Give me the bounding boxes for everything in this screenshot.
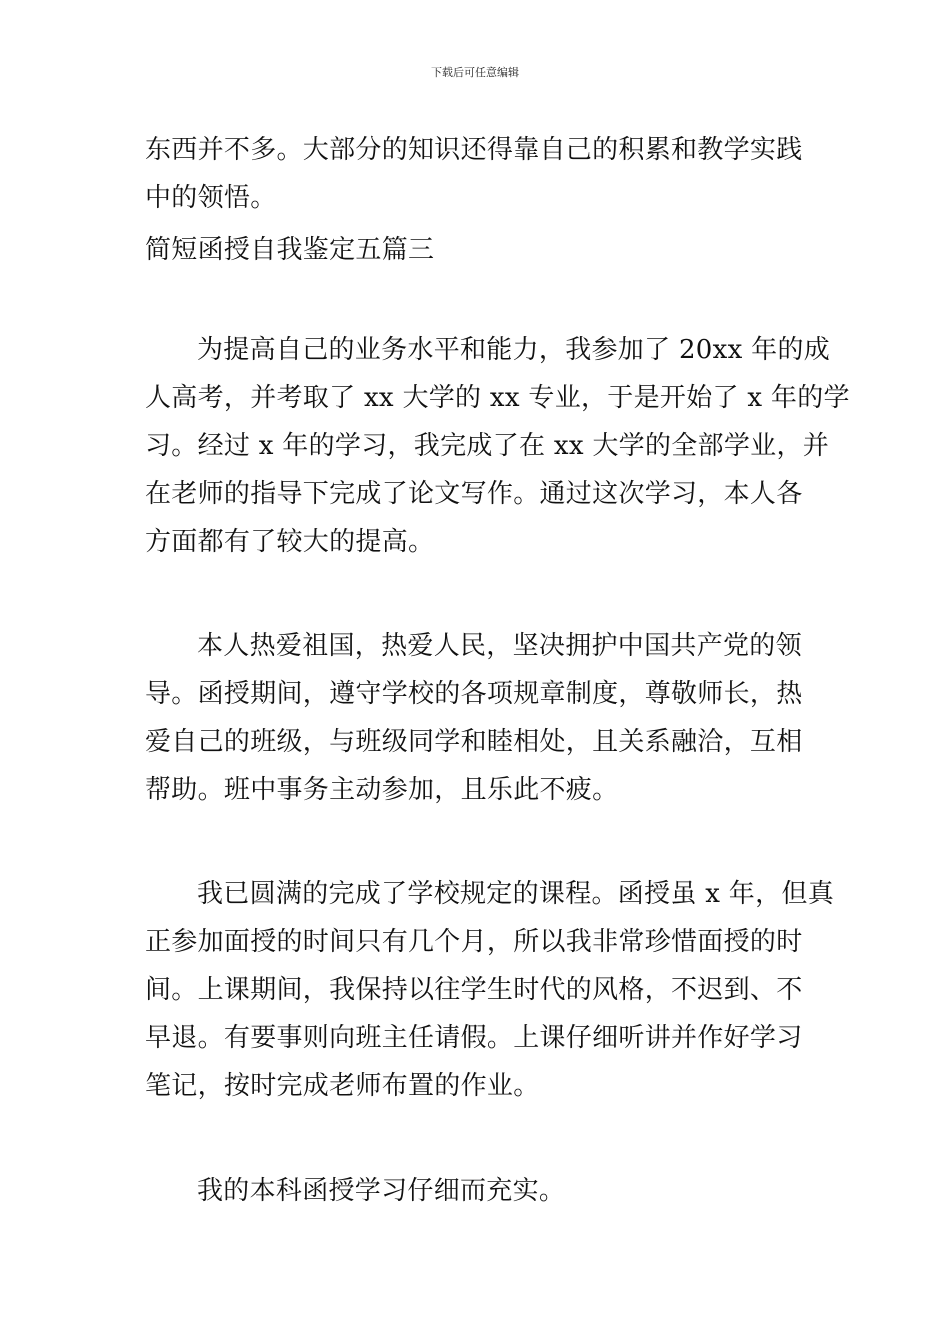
- text-line: 导。函授期间，遵守学校的各项规章制度，尊敬师长，热: [145, 679, 803, 709]
- text-line: 为提高自己的业务水平和能力，我参加了 20xx 年的成: [197, 335, 831, 365]
- text-line: 我的本科函授学习仔细而充实。: [197, 1176, 566, 1206]
- text-line: 爱自己的班级，与班级同学和睦相处，且关系融洽，互相: [145, 727, 803, 757]
- section-title-text: 简短函授自我鉴定五篇三: [145, 235, 435, 265]
- text-line: 人高考，并考取了 xx 大学的 xx 专业，于是开始了 x 年的学: [145, 383, 850, 413]
- text-line: 方面都有了较大的提高。: [145, 527, 435, 557]
- paragraph-2: [145, 622, 810, 814]
- text-line: 在老师的指导下完成了论文写作。通过这次学习，本人各: [145, 479, 803, 509]
- text-line: 我已圆满的完成了学校规定的课程。函授虽 x 年，但真: [197, 879, 834, 909]
- text-line: 早退。有要事则向班主任请假。上课仔细听讲并作好学习: [145, 1023, 803, 1053]
- text-line: 东西并不多。大部分的知识还得靠自己的积累和教学实践: [145, 135, 803, 165]
- text-line: 笔记，按时完成老师布置的作业。: [145, 1071, 540, 1101]
- text-line: 帮助。班中事务主动参加，且乐此不疲。: [145, 775, 619, 805]
- paragraph-4: [145, 1167, 810, 1215]
- text-line: 中的领悟。: [145, 183, 277, 213]
- text-line: 本人热爱祖国，热爱人民，坚决拥护中国共产党的领: [197, 631, 802, 661]
- text-line: 间。上课期间，我保持以往学生时代的风格，不迟到、不: [145, 975, 803, 1005]
- text-line: 习。经过 x 年的学习，我完成了在 xx 大学的全部学业，并: [145, 431, 830, 461]
- page-header: 下载后可任意编辑: [431, 66, 519, 79]
- text-line: 正参加面授的时间只有几个月，所以我非常珍惜面授的时: [145, 927, 803, 957]
- paragraph-1: [145, 326, 850, 566]
- continuation-paragraph: [145, 126, 810, 222]
- section-title: [145, 226, 810, 274]
- paragraph-3: [145, 870, 834, 1110]
